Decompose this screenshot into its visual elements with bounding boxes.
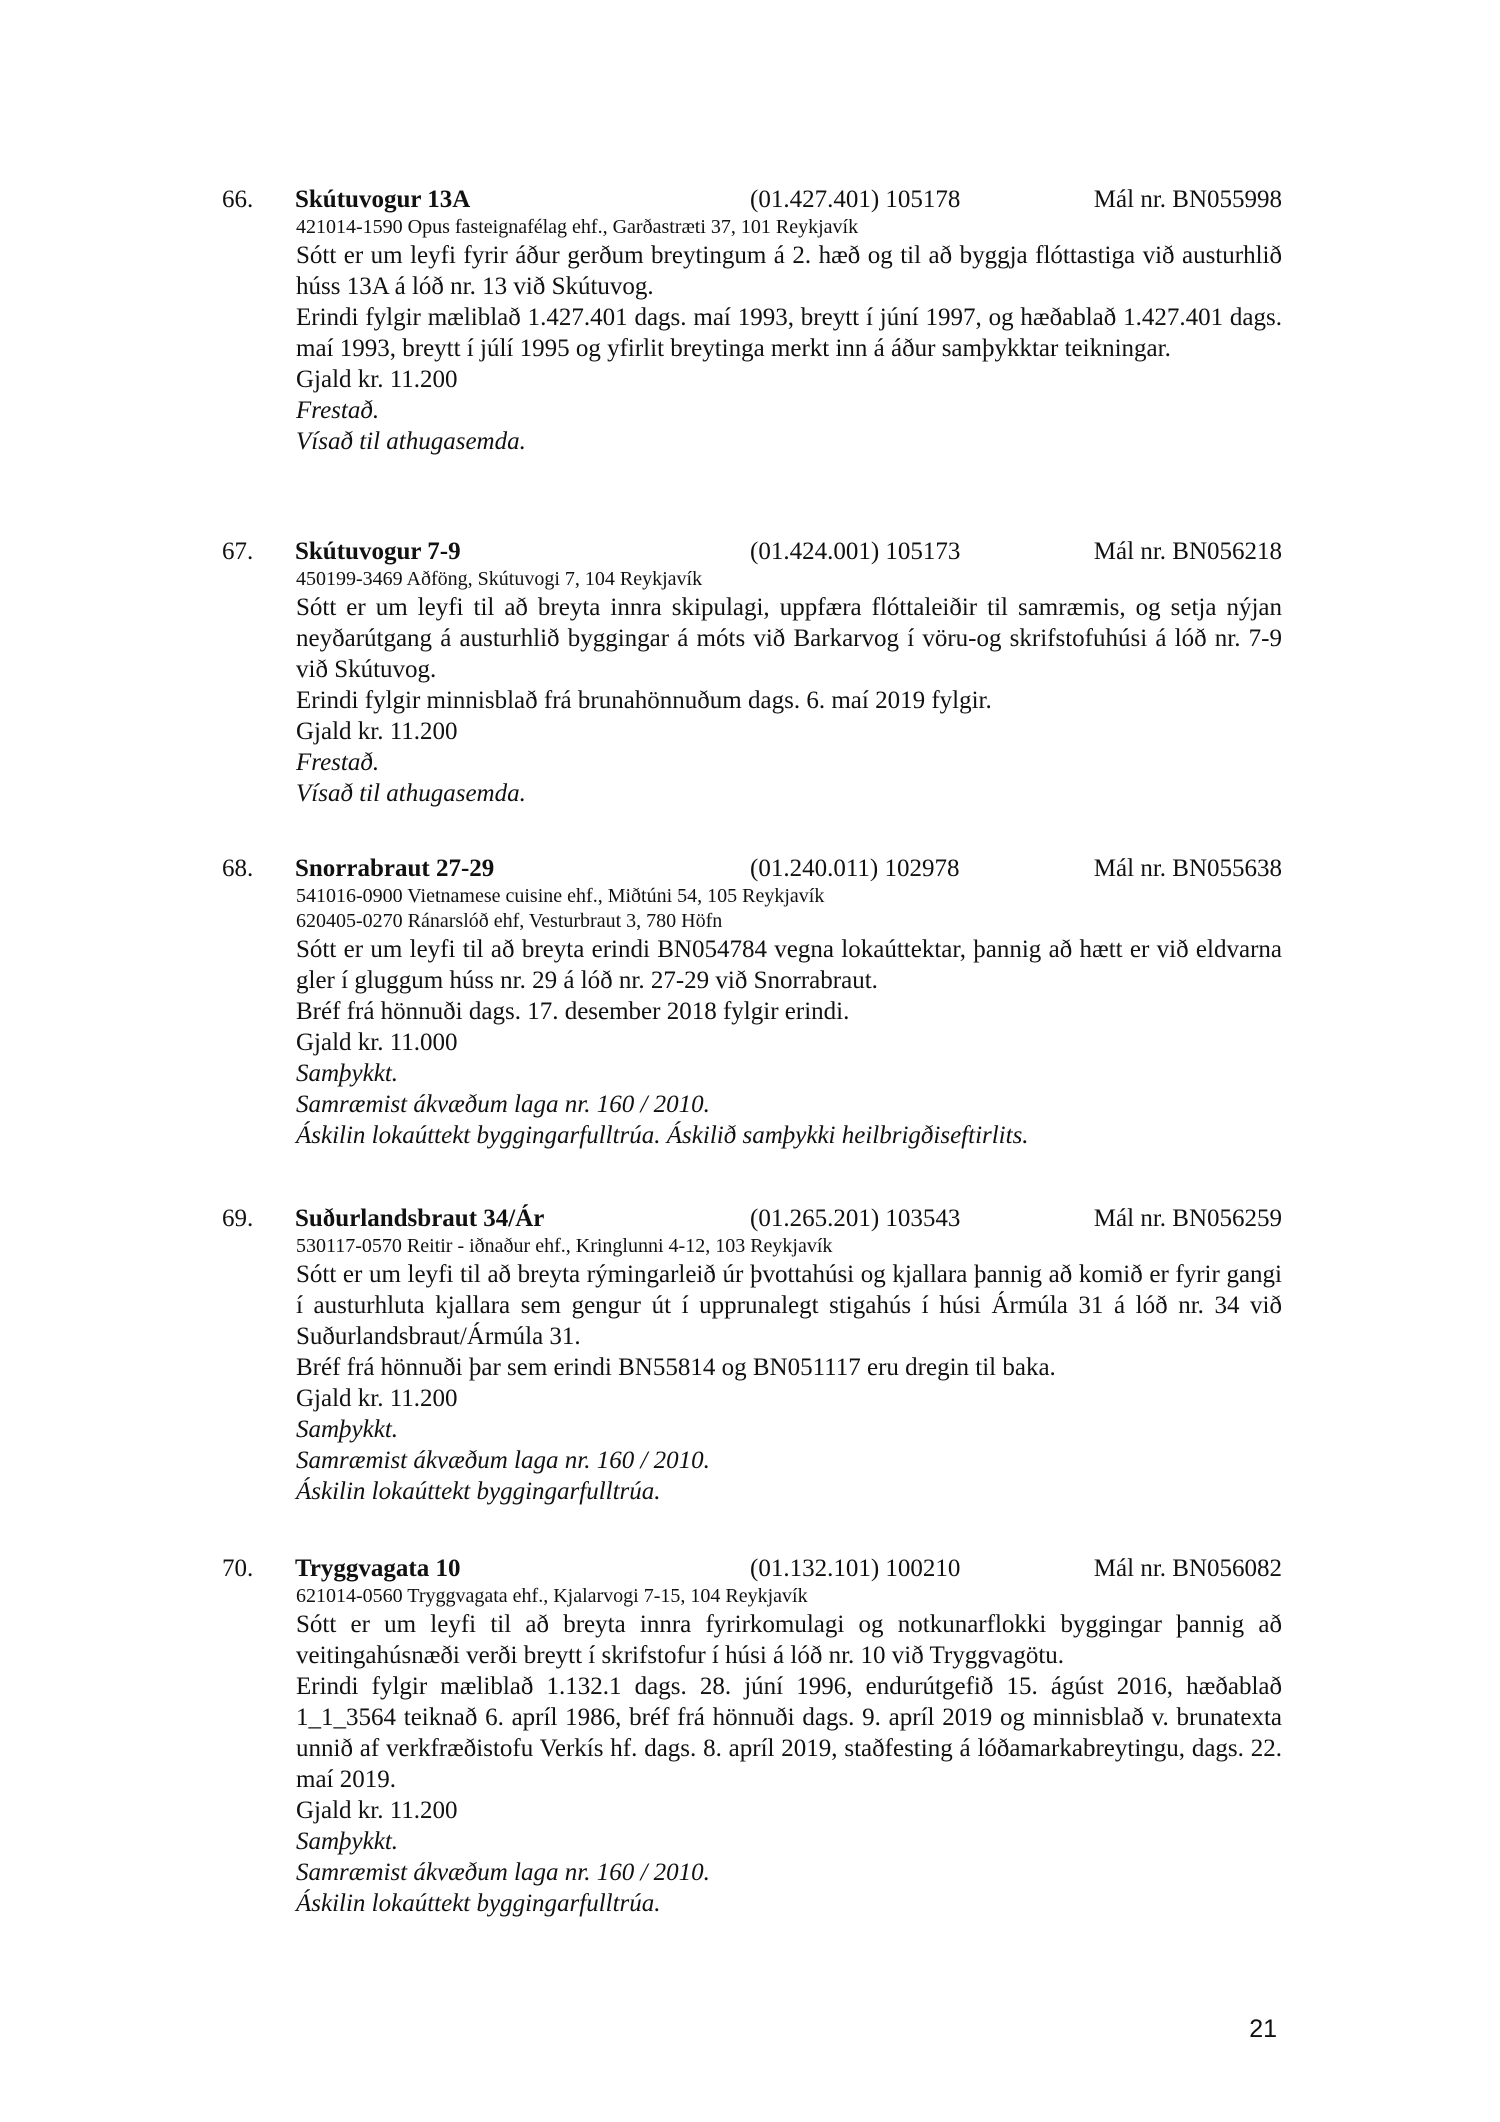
entry-case-number: Mál nr. BN055638 — [1093, 855, 1282, 882]
entry-decision: Samþykkt. — [296, 1416, 399, 1443]
entry-case-number: Mál nr. BN056259 — [1093, 1205, 1282, 1232]
entry-decision: Frestað. — [296, 397, 380, 424]
entry-number: 66. — [222, 186, 254, 213]
entry-decision: Frestað. — [296, 749, 380, 776]
entry-body — [296, 884, 1282, 1151]
entry-land-reference: (01.424.001) 105173 — [750, 538, 961, 565]
entry-body — [296, 567, 1282, 809]
entry-body — [296, 1234, 1282, 1507]
entry-description: Sótt er um leyfi til að breyta rýmingarleið úr þvottahúsi og kjallara þannig að komið er fyrir gangi í austurhluta kjallara sem gengur út í upprunalegt stigahús í húsi Ármúla 31 á lóð nr. 34 við Suðurlandsbraut/Ármúla 31. — [296, 1261, 1282, 1350]
entry-land-reference: (01.265.201) 103543 — [750, 1205, 961, 1232]
entry-description: Sótt er um leyfi til að breyta innra fyrirkomulagi og notkunarflokki byggingar þannig að veitingahúsnæði verði breytt í skrifstofur í húsi á lóð nr. 10 við Tryggvagötu. — [296, 1611, 1282, 1669]
entry-fee: Gjald kr. 11.200 — [296, 1385, 458, 1412]
entry-owner: 621014-0560 Tryggvagata ehf., Kjalarvogi 7-15, 104 Reykjavík — [296, 1585, 808, 1607]
entry-number: 68. — [222, 855, 254, 882]
entry-number: 69. — [222, 1205, 254, 1232]
entry-header — [222, 1203, 1282, 1234]
entry-decision: Samþykkt. — [296, 1828, 399, 1855]
case-entry — [222, 536, 1282, 809]
entry-decision-note: Vísað til athugasemda. — [296, 428, 526, 455]
entry-case-number: Mál nr. BN055998 — [1093, 186, 1282, 213]
page-number: 21 — [1249, 2015, 1277, 2043]
entry-decision-note: Vísað til athugasemda. — [296, 780, 526, 807]
entry-description: Sótt er um leyfi fyrir áður gerðum breytingum á 2. hæð og til að byggja flóttastiga við austurhlið húss 13A á lóð nr. 13 við Skútuvog. — [296, 242, 1282, 300]
entry-case-number: Mál nr. BN056218 — [1093, 538, 1282, 565]
entry-attachments: Erindi fylgir minnisblað frá brunahönnuðum dags. 6. maí 2019 fylgir. — [296, 687, 992, 714]
entry-header — [222, 184, 1282, 215]
entry-decision-note: Áskilin lokaúttekt byggingarfulltrúa. — [296, 1478, 661, 1505]
entry-fee: Gjald kr. 11.200 — [296, 1797, 458, 1824]
entry-address: Snorrabraut 27-29 — [295, 855, 495, 882]
entry-body — [296, 1584, 1282, 1919]
entry-attachments: Erindi fylgir mæliblað 1.132.1 dags. 28. júní 1996, endurútgefið 15. ágúst 2016, hæðablað 1_1_3564 teiknað 6. apríl 1986, bréf frá hönnuði dags. 9. apríl 2019 og minnisblað v. brunatexta unnið af verkfræðistofu Verkís hf. dags. 8. apríl 2019, staðfesting á lóðamarkabreytingu, dags. 22. maí 2019. — [296, 1673, 1282, 1793]
entry-address: Tryggvagata 10 — [295, 1555, 461, 1582]
entry-header — [222, 536, 1282, 567]
entry-owner: 620405-0270 Ránarslóð ehf, Vesturbraut 3, 780 Höfn — [296, 910, 723, 932]
entry-description: Sótt er um leyfi til að breyta erindi BN054784 vegna lokaúttektar, þannig að hætt er við eldvarna gler í gluggum húss nr. 29 á lóð nr. 27-29 við Snorrabraut. — [296, 936, 1282, 994]
entry-header — [222, 853, 1282, 884]
entry-address: Skútuvogur 13A — [295, 186, 471, 213]
case-entry — [222, 1203, 1282, 1507]
entry-attachments: Erindi fylgir mæliblað 1.427.401 dags. maí 1993, breytt í júní 1997, og hæðablað 1.427.401 dags. maí 1993, breytt í júlí 1995 og yfirlit breytinga merkt inn á áður samþykktar teikningar. — [296, 304, 1282, 362]
case-entry — [222, 184, 1282, 457]
entry-land-reference: (01.427.401) 105178 — [750, 186, 961, 213]
entry-attachments: Bréf frá hönnuði þar sem erindi BN55814 og BN051117 eru dregin til baka. — [296, 1354, 1056, 1381]
entry-decision: Samþykkt. — [296, 1060, 399, 1087]
entry-decision-note: Áskilin lokaúttekt byggingarfulltrúa. — [296, 1890, 661, 1917]
entry-owner: 530117-0570 Reitir - iðnaður ehf., Kringlunni 4-12, 103 Reykjavík — [296, 1235, 833, 1257]
entry-number: 67. — [222, 538, 254, 565]
entry-description: Sótt er um leyfi til að breyta innra skipulagi, uppfæra flóttaleiðir til samræmis, og setja nýjan neyðarútgang á austurhlið byggingar á móts við Barkarvog í vöru-og skrifstofuhúsi á lóð nr. 7-9 við Skútuvog. — [296, 594, 1282, 683]
entry-land-reference: (01.240.011) 102978 — [750, 855, 960, 882]
entry-address: Skútuvogur 7-9 — [295, 538, 461, 565]
entry-case-number: Mál nr. BN056082 — [1093, 1555, 1282, 1582]
entry-decision-note: Samræmist ákvæðum laga nr. 160 / 2010. — [296, 1091, 710, 1118]
case-entry — [222, 853, 1282, 1151]
case-entry — [222, 1553, 1282, 1919]
entry-fee: Gjald kr. 11.000 — [296, 1029, 458, 1056]
entry-attachments: Bréf frá hönnuði dags. 17. desember 2018 fylgir erindi. — [296, 998, 850, 1025]
entry-land-reference: (01.132.101) 100210 — [750, 1555, 961, 1582]
entry-header — [222, 1553, 1282, 1584]
entry-owner: 541016-0900 Vietnamese cuisine ehf., Miðtúni 54, 105 Reykjavík — [296, 885, 825, 907]
entry-address: Suðurlandsbraut 34/Ár — [295, 1205, 545, 1232]
entry-number: 70. — [222, 1555, 254, 1582]
entry-body — [296, 215, 1282, 457]
entry-owner: 421014-1590 Opus fasteignafélag ehf., Garðastræti 37, 101 Reykjavík — [296, 216, 859, 238]
entry-decision-note: Áskilin lokaúttekt byggingarfulltrúa. Áskilið samþykki heilbrigðiseftirlits. — [296, 1122, 1029, 1149]
entry-owner: 450199-3469 Aðföng, Skútuvogi 7, 104 Reykjavík — [296, 568, 703, 590]
entry-fee: Gjald kr. 11.200 — [296, 366, 458, 393]
entry-fee: Gjald kr. 11.200 — [296, 718, 458, 745]
entry-decision-note: Samræmist ákvæðum laga nr. 160 / 2010. — [296, 1859, 710, 1886]
entry-decision-note: Samræmist ákvæðum laga nr. 160 / 2010. — [296, 1447, 710, 1474]
